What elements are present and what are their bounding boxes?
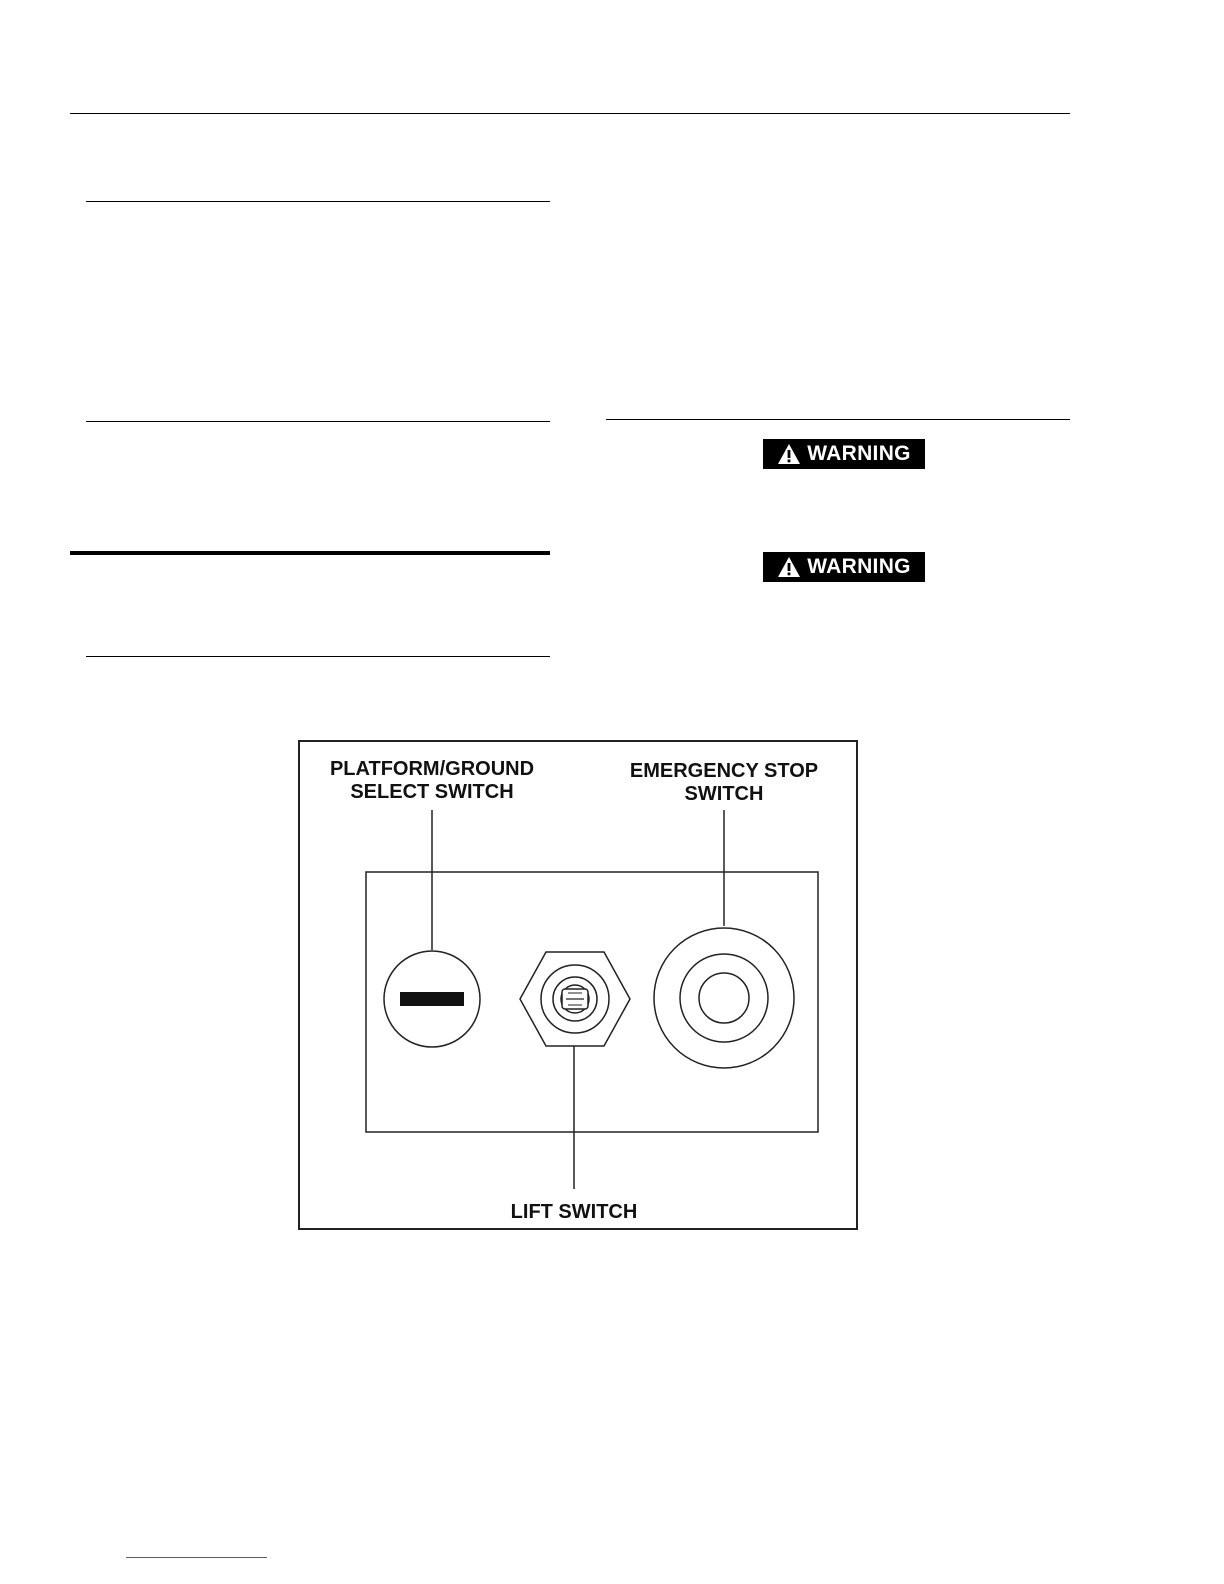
header-rule — [70, 113, 1070, 114]
warning-banner-1 — [763, 439, 925, 469]
warning-triangle-icon — [777, 443, 801, 465]
warning-label: WARNING — [807, 555, 911, 578]
toggle-switch-icon — [520, 952, 630, 1046]
section-rule-left-2 — [86, 421, 550, 422]
section-rule-left-1 — [86, 201, 550, 202]
warning-label: WARNING — [807, 442, 911, 465]
callout-platform-ground-select: PLATFORM/GROUND SELECT SWITCH — [329, 758, 535, 803]
control-panel-diagram — [300, 742, 856, 1228]
footer-link-underline[interactable] — [126, 1557, 267, 1558]
warning-banner-2 — [763, 552, 925, 582]
chapter-rule-thick — [70, 551, 550, 555]
callout-emergency-stop: EMERGENCY STOP SWITCH — [629, 760, 819, 805]
key-switch-icon — [384, 951, 480, 1047]
section-rule-left-3 — [86, 656, 550, 657]
control-panel-figure — [298, 740, 858, 1230]
emergency-stop-button-icon — [654, 928, 794, 1068]
callout-lift-switch: LIFT SWITCH — [510, 1201, 638, 1223]
warning-triangle-icon — [777, 556, 801, 578]
section-rule-right-1 — [606, 419, 1070, 420]
